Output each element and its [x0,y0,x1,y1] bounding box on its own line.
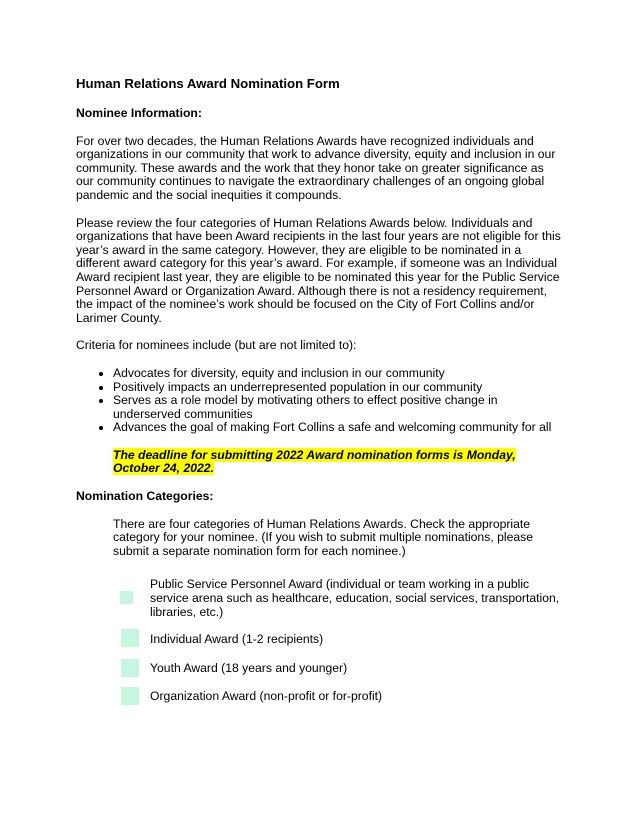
intro-paragraph: For over two decades, the Human Relations Awards have recognized individuals and organizations in our community that work to advance diversity, equity and inclusion in our community. These awards and the work that they honor take on greater significance as our community continues to navigate the extraordinary challenges of an ongoing global pandemic and the social inequities it compounds. [76,133,556,202]
nomination-categories-heading: Nomination Categories: [76,489,214,504]
deadline-notice [113,449,564,476]
category-label: Organization Award (non-profit or for-profit) [150,689,383,704]
category-checkbox[interactable] [121,629,139,647]
category-public-service-personnel [113,578,564,619]
criteria-item: • Positively impacts an underrepresented population in our community [113,381,564,395]
deadline-text: The deadline for submitting 2022 Award nomination forms is Monday, October 24, 2022. [113,447,516,476]
criteria-item: • Advocates for diversity, equity and inclusion in our community [113,367,564,381]
criteria-list [76,367,564,435]
category-checkbox[interactable] [121,659,139,677]
nominee-information-heading: Nominee Information: [76,106,202,120]
category-checkbox[interactable] [121,687,139,705]
document-page [76,76,564,704]
category-label: Youth Award (18 years and younger) [150,660,348,675]
category-label: Public Service Personnel Award (individual or team working in a public service arena such as healthcare, education, social services, transportation, libraries, etc.) [150,577,560,619]
criteria-item: • Advances the goal of making Fort Collins a safe and welcoming community for all [113,421,564,435]
categories-intro: There are four categories of Human Relations Awards. Check the appropriate category for your nominee. (If you wish to submit multiple nominations, please submit a separate nomination form for each nominee.) [113,516,533,558]
category-youth [113,662,564,676]
criteria-item: • Serves as a role model by motivating others to effect positive change in underserved communities [113,394,564,421]
category-organization [113,690,564,704]
criteria-intro: Criteria for nominees include (but are not limited to): [76,338,357,353]
category-checkbox[interactable] [120,591,133,604]
category-individual [113,633,564,647]
form-title: Human Relations Award Nomination Form [76,76,340,91]
review-paragraph: Please review the four categories of Human Relations Awards below. Individuals and organizations that have been Award recipients in the last four years are not eligible for this year’s award in the same category. However, they are eligible to be nominated in a different award category for this year’s award. For example, if someone was an Individual Award recipient last year, they are eligible to be nominated this year for the Public Service Personnel Award or Organization Award. Although there is not a residency requirement, the impact of the nominee’s work should be focused on the City of Fort Collins and/or Larimer County. [76,215,561,325]
category-label: Individual Award (1-2 recipients) [150,632,324,647]
